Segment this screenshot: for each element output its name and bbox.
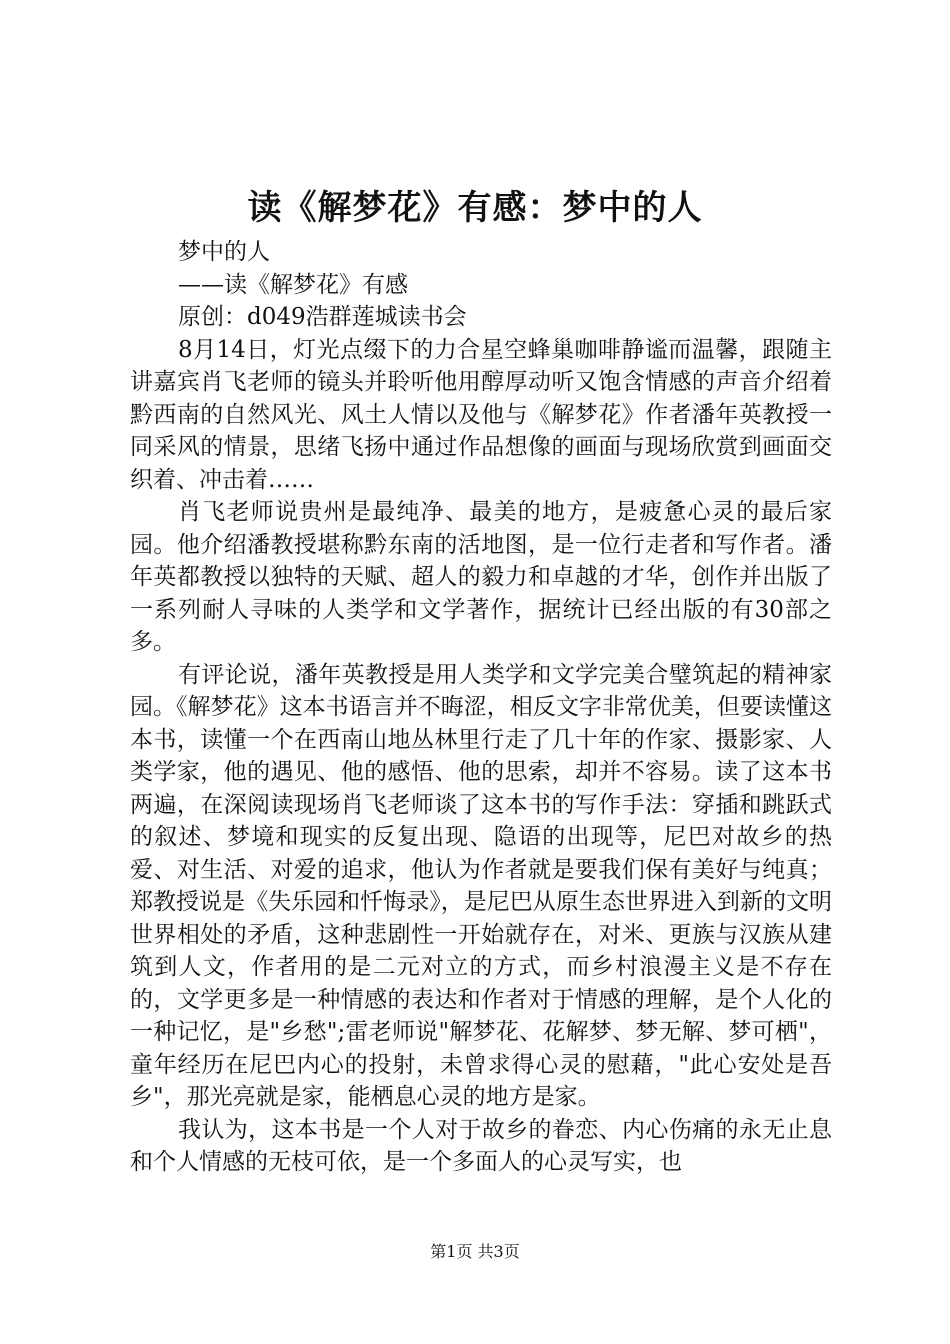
body-paragraph: 我认为，这本书是一个人对于故乡的眷恋、内心伤痛的永无止息和个人情感的无枝可依，是一个多面人的心灵写实，也 <box>130 1116 832 1175</box>
body-paragraph: 8月14日，灯光点缀下的力合星空蜂巢咖啡静谧而温馨，跟随主讲嘉宾肖飞老师的镜头并聆听他用醇厚动听又饱含情感的声音介绍着黔西南的自然风光、风土人情以及他与《解梦花》作者潘年英教授一同采风的情景，思绪飞扬中通过作品想像的画面与现场欣赏到画面交织着、冲击着…… <box>130 336 832 493</box>
document-title: 读《解梦花》有感：梦中的人 <box>247 188 703 228</box>
page-footer: 第1页 共3页 <box>430 1242 520 1261</box>
body-paragraph: 有评论说，潘年英教授是用人类学和文学完美合璧筑起的精神家园。《解梦花》这本书语言并不晦涩，相反文字非常优美，但要读懂这本书，读懂一个在西南山地丛林里行走了几十年的作家、摄影家、人类学家，他的遇见、他的感悟、他的思索，却并不容易。读了这本书两遍，在深阅读现场肖飞老师谈了这本书的写作手法：穿插和跳跃式的叙述、梦境和现实的反复出现、隐语的出现等，尼巴对故乡的热爱、对生活、对爱的追求，他认为作者就是要我们保有美好与纯真；郑教授说是《失乐园和忏悔录》，是尼巴从原生态世界进入到新的文明世界相处的矛盾，这种悲剧性一开始就存在，对米、更族与汉族从建筑到人文，作者用的是二元对立的方式，而乡村浪漫主义是不存在的，文学更多是一种情感的表达和作者对于情感的理解，是个人化的一种记忆，是"乡愁";雷老师说"解梦花、花解梦、梦无解、梦可栖"，童年经历在尼巴内心的投射，未曾求得心灵的慰藉，"此心安处是吾乡"，那光亮就是家，能栖息心灵的地方是家。 <box>130 661 832 1110</box>
author-line: 原创：d049浩群莲城读书会 <box>178 304 467 330</box>
subtitle-line: 梦中的人 <box>178 239 270 265</box>
subtitle-line: ——读《解梦花》有感 <box>178 271 408 298</box>
body-paragraph: 肖飞老师说贵州是最纯净、最美的地方，是疲惫心灵的最后家园。他介绍潘教授堪称黔东南的活地图，是一位行走者和写作者。潘年英都教授以独特的天赋、超人的毅力和卓越的才华，创作并出版了一系列耐人寻味的人类学和文学著作，据统计已经出版的有30部之多。 <box>130 499 832 655</box>
document-body <box>130 236 832 1179</box>
